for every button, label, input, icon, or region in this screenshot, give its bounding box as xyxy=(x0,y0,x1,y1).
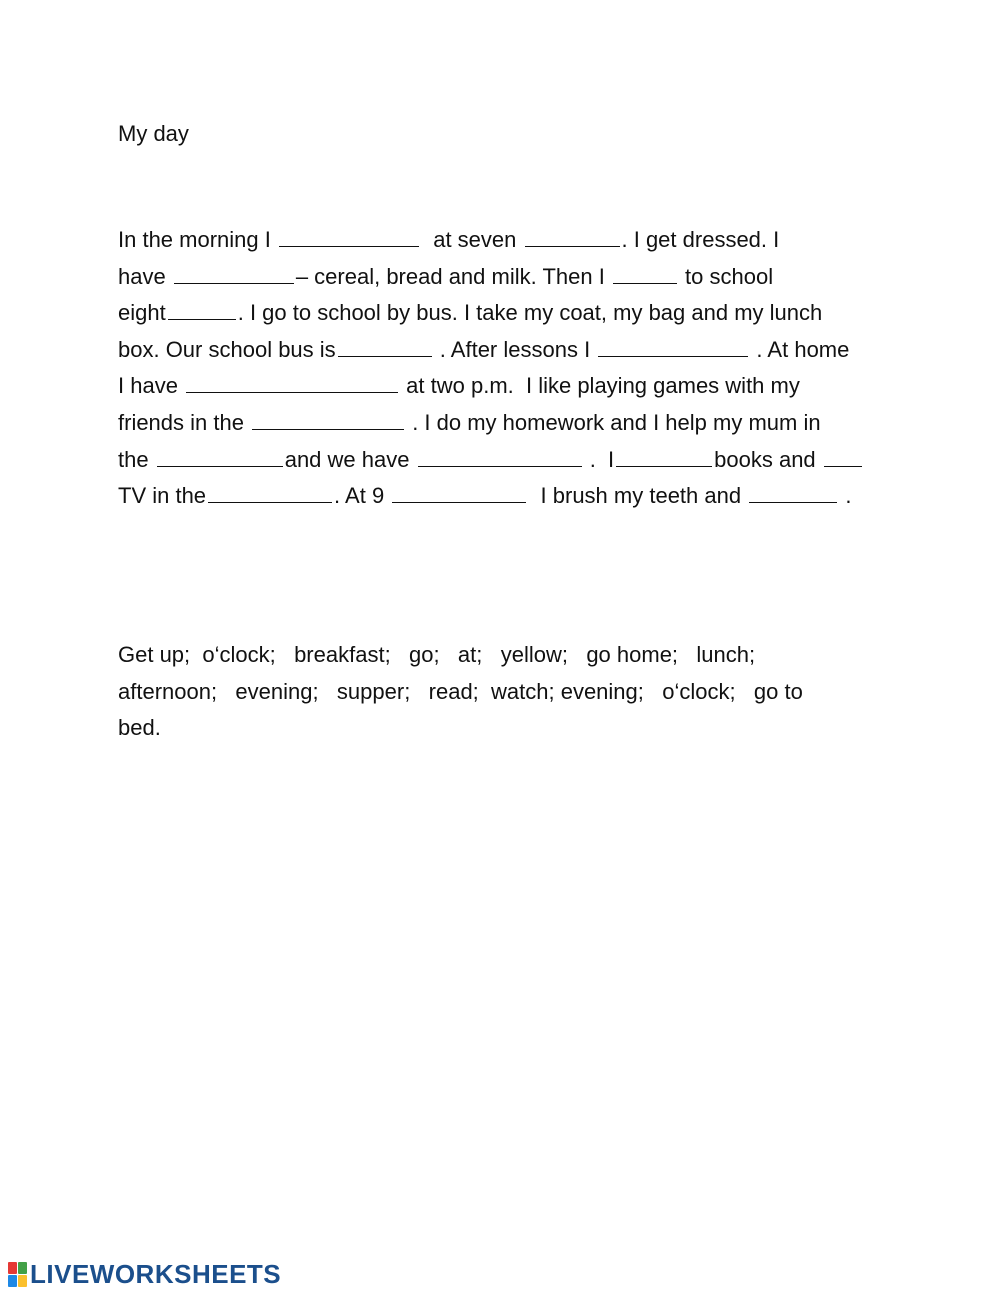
answer-blank[interactable] xyxy=(174,263,294,284)
passage-text: eight xyxy=(118,300,166,326)
word-bank-line: Get up; o‘clock; breakfast; go; at; yellow; go home; lunch; xyxy=(118,642,756,667)
passage-text: box. Our school bus is xyxy=(118,336,336,362)
passage-line xyxy=(118,409,898,446)
answer-blank[interactable] xyxy=(616,446,712,467)
word-bank xyxy=(118,641,898,751)
passage-text: . At home xyxy=(750,336,850,362)
fill-in-passage xyxy=(118,226,898,519)
passage-text: . At 9 xyxy=(334,483,391,509)
passage-line xyxy=(118,263,898,300)
answer-blank[interactable] xyxy=(338,336,432,357)
passage-text: I have xyxy=(118,373,185,399)
answer-blank[interactable] xyxy=(418,446,582,467)
passage-text: . I go to school by bus. I take my coat, my bag and my lunch xyxy=(237,300,823,326)
answer-blank[interactable] xyxy=(613,263,677,284)
passage-text: TV in the xyxy=(118,483,207,509)
logo-square-4 xyxy=(18,1275,27,1287)
passage-text: . After lessons I xyxy=(433,336,597,362)
answer-blank[interactable] xyxy=(824,446,862,467)
passage-line xyxy=(118,372,898,409)
passage-text: friends in the xyxy=(118,409,251,435)
passage-line xyxy=(118,299,898,336)
passage-line xyxy=(118,336,898,373)
logo-square-3 xyxy=(8,1275,17,1287)
passage-text: I brush my teeth and xyxy=(528,483,748,509)
logo-square-1 xyxy=(8,1262,17,1274)
answer-blank[interactable] xyxy=(749,482,837,503)
word-bank-line: afternoon; evening; supper; read; watch; evening; o‘clock; go to xyxy=(118,678,803,704)
answer-blank[interactable] xyxy=(186,372,398,393)
passage-text: In the morning I xyxy=(118,227,277,252)
passage-text: . I do my homework and I help my mum in xyxy=(406,409,821,435)
passage-text: at seven xyxy=(420,227,523,252)
passage-text: to school xyxy=(678,263,774,289)
logo-square-2 xyxy=(18,1262,27,1274)
passage-line xyxy=(118,226,898,263)
logo-text: LIVEWORKSHEETS xyxy=(30,1259,282,1289)
liveworksheets-logo xyxy=(8,1260,281,1288)
passage-text: books and xyxy=(714,446,822,472)
passage-line xyxy=(118,482,898,519)
page-title: My day xyxy=(118,121,189,146)
answer-blank[interactable] xyxy=(208,482,332,503)
passage-text: . xyxy=(839,483,852,509)
answer-blank[interactable] xyxy=(392,482,526,503)
passage-text: . I get dressed. I xyxy=(621,227,780,252)
passage-text: – cereal, bread and milk. Then I xyxy=(295,263,611,289)
word-bank-line: bed. xyxy=(118,715,161,741)
passage-text: the xyxy=(118,446,155,472)
passage-text: . I xyxy=(583,446,615,472)
passage-text: have xyxy=(118,263,172,289)
answer-blank[interactable] xyxy=(598,336,748,357)
passage-line xyxy=(118,446,898,483)
answer-blank[interactable] xyxy=(168,299,236,320)
logo-icon xyxy=(8,1262,27,1287)
answer-blank[interactable] xyxy=(525,226,620,247)
answer-blank[interactable] xyxy=(279,226,419,247)
answer-blank[interactable] xyxy=(157,446,283,467)
passage-text: and we have xyxy=(284,446,416,472)
answer-blank[interactable] xyxy=(252,409,404,430)
passage-text: at two p.m. I like playing games with my xyxy=(400,373,800,399)
